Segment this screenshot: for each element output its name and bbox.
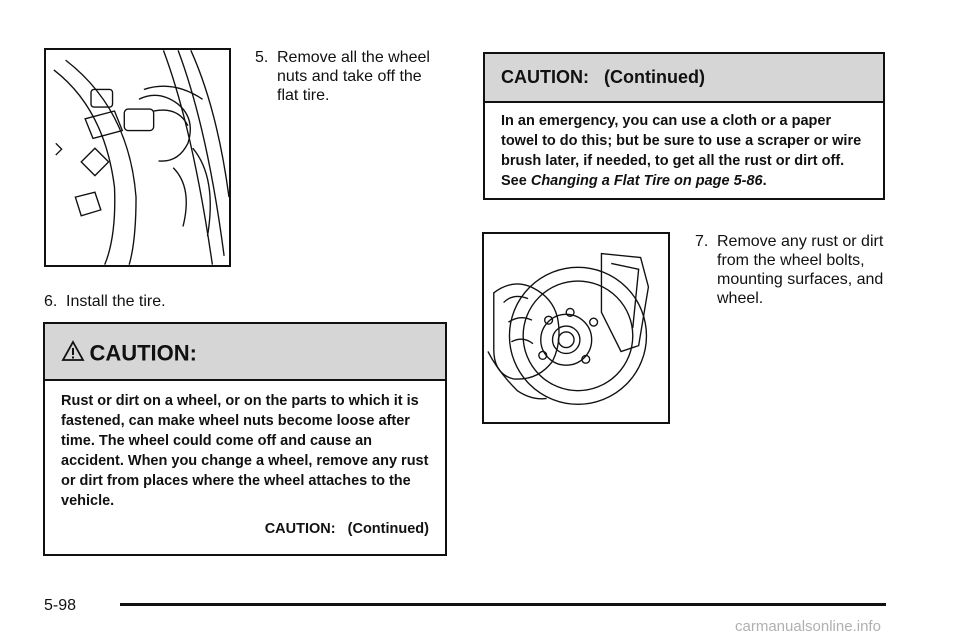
step-text: Install the tire. bbox=[66, 293, 166, 310]
step-number: 6. bbox=[44, 293, 58, 310]
caution-continued-title: CAUTION: (Continued) bbox=[501, 67, 705, 87]
page-number: 5-98 bbox=[44, 597, 77, 614]
cross-reference-link[interactable]: Changing a Flat Tire on page 5-86 bbox=[530, 173, 763, 189]
caution-body: Rust or dirt on a wheel, or on the parts to which it is fastened, can make wheel nuts become loose after time. The wheel could come off and cause an accident. When you change a wheel, remove any rust or dirt from places where the wheel attaches to the vehicle. bbox=[61, 393, 429, 509]
step-text: Remove all the wheel nuts and take off the flat tire. bbox=[277, 49, 430, 104]
caution-title: CAUTION: bbox=[89, 340, 197, 366]
watermark: carmanualsonline.info bbox=[735, 618, 881, 635]
step-6 bbox=[44, 292, 264, 311]
wheel-nut-removal-figure bbox=[44, 48, 231, 267]
step-number: 5. bbox=[255, 49, 269, 66]
step-number: 7. bbox=[695, 233, 709, 250]
step-5 bbox=[255, 48, 445, 105]
step-7 bbox=[695, 232, 890, 308]
caution-continued-box bbox=[483, 52, 885, 200]
wheel-hub-cleaning-illustration-icon bbox=[484, 234, 668, 422]
caution-box bbox=[43, 322, 447, 556]
caution-continued-header bbox=[485, 54, 883, 103]
caution-header bbox=[45, 324, 445, 381]
step-text: Remove any rust or dirt from the wheel bolts, mounting surfaces, and wheel. bbox=[717, 233, 884, 307]
footer-rule bbox=[120, 603, 886, 606]
caution-continued-label: CAUTION: (Continued) bbox=[264, 521, 429, 537]
wheel-nut-removal-illustration-icon bbox=[46, 50, 229, 265]
wheel-hub-cleaning-figure bbox=[482, 232, 670, 424]
caution-continued-end: . bbox=[762, 173, 767, 189]
caution-continued-body bbox=[485, 103, 883, 191]
warning-triangle-icon bbox=[61, 340, 85, 367]
caution-continued-text: In an emergency, you can use a cloth or a paper towel to do this; but be sure to use a scraper or wire brush later, if needed, to get all the rust or dirt off. See bbox=[501, 113, 862, 189]
